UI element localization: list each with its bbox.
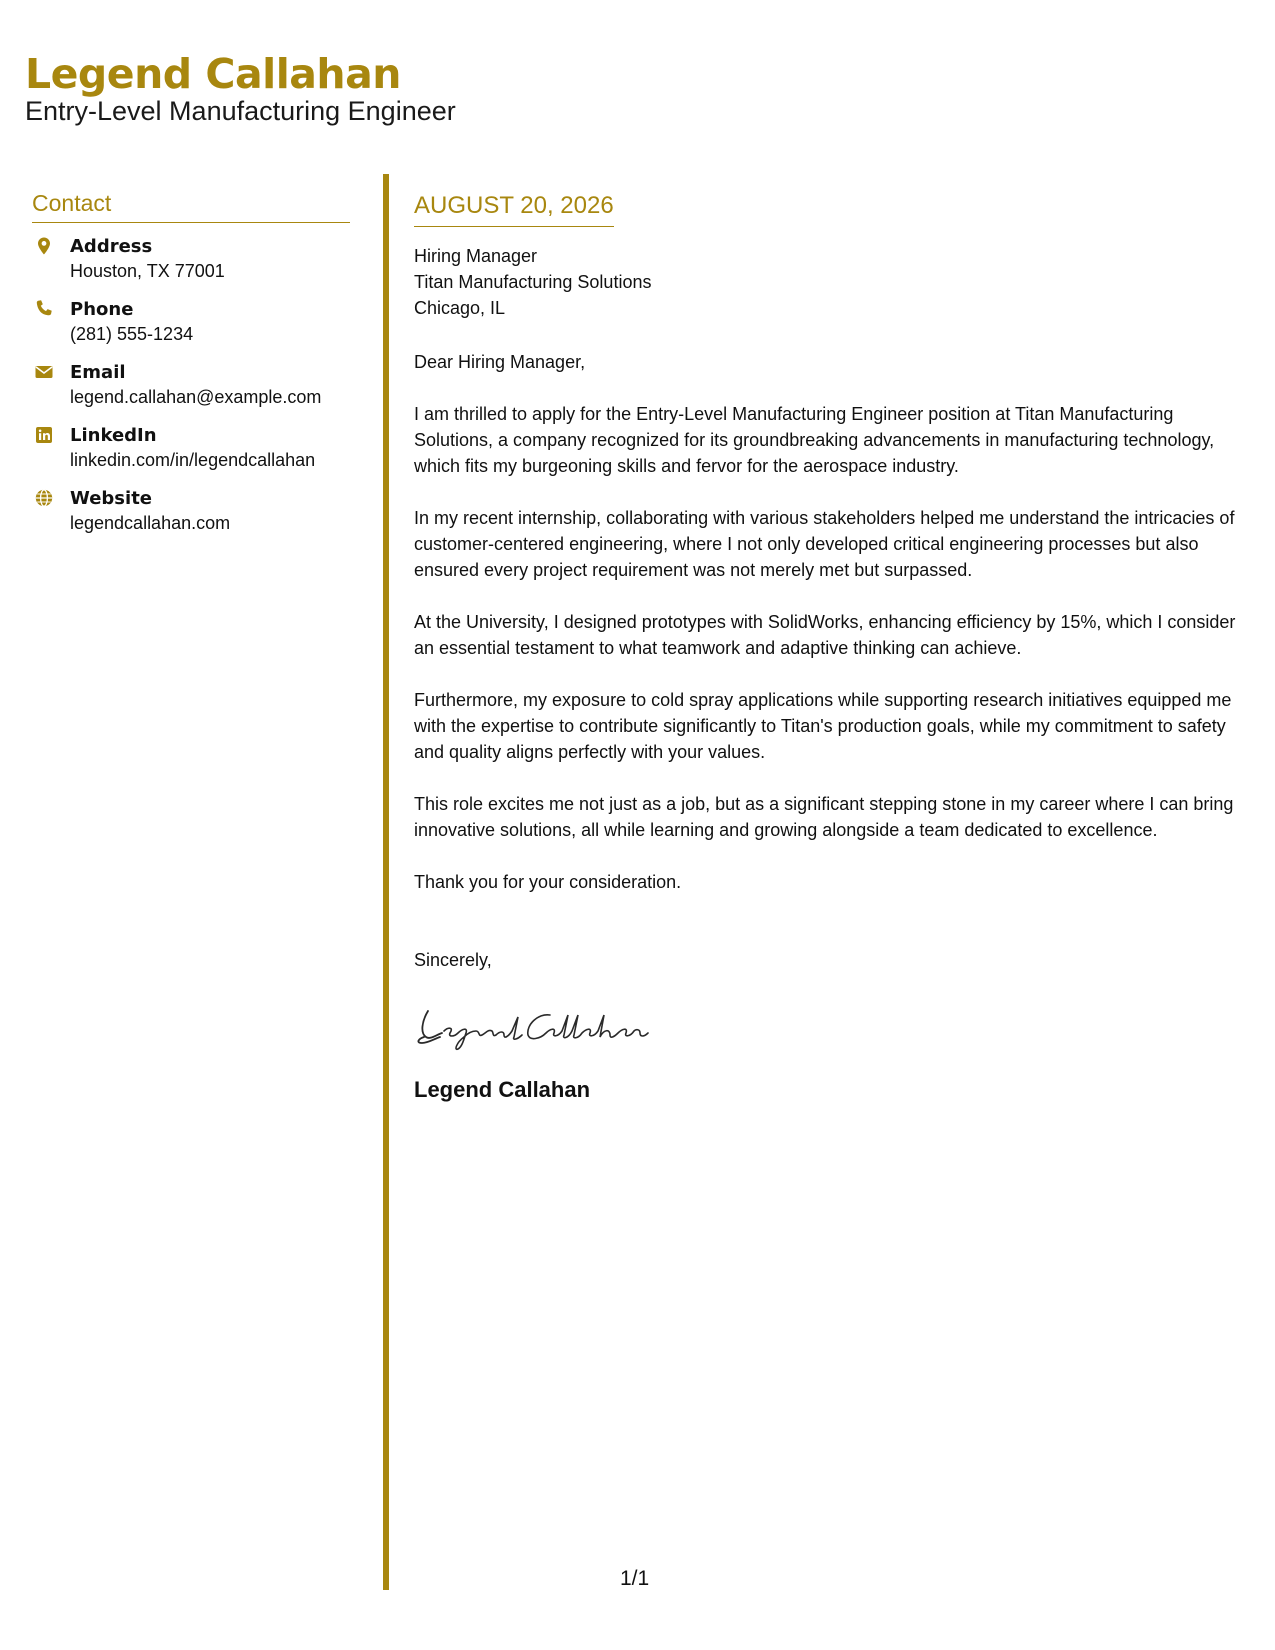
contact-label: Website xyxy=(70,488,153,509)
contact-value: Houston, TX 77001 xyxy=(70,261,225,281)
contact-list xyxy=(32,235,350,535)
salutation: Dear Hiring Manager, xyxy=(414,352,586,372)
closing-line: Sincerely, xyxy=(414,950,492,970)
contact-value: linkedin.com/in/legendcallahan xyxy=(70,450,316,470)
contact-item-website xyxy=(32,487,350,535)
body-paragraph: Furthermore, my exposure to cold spray applications while supporting research initiatives equipped me with the expertise to contribute significantly to Titan's production goals, while my commitment to safety and quality aligns perfectly with your values. xyxy=(414,690,1232,762)
applicant-name: Legend Callahan xyxy=(25,50,401,98)
handwritten-signature xyxy=(414,997,674,1057)
map-pin-icon xyxy=(34,236,54,256)
body-paragraph: At the University, I designed prototypes with SolidWorks, enhancing efficiency by 15%, which I consider an essential testament to what teamwork and adaptive thinking can achieve. xyxy=(414,612,1236,658)
signer-name: Legend Callahan xyxy=(414,1077,591,1102)
contact-label: Phone xyxy=(70,299,134,320)
recipient-line: Chicago, IL xyxy=(414,298,506,318)
body-paragraph: This role excites me not just as a job, but as a significant stepping stone in my career where I can bring innovative solutions, all while learning and growing alongside a team dedicated to excellence. xyxy=(414,794,1234,840)
contact-label: Address xyxy=(70,236,153,257)
envelope-icon xyxy=(34,362,54,382)
contact-section-title: Contact xyxy=(32,188,350,223)
contact-item-phone xyxy=(32,298,350,346)
thanks-line: Thank you for your consideration. xyxy=(414,872,682,892)
vertical-divider xyxy=(383,174,389,1590)
page-number: 1/1 xyxy=(620,1567,650,1590)
body-paragraph: I am thrilled to apply for the Entry-Level Manufacturing Engineer position at Titan Manufacturing Solutions, a company recognized for its groundbreaking advancements in manufacturing technology, which fits my burgeoning skills and fervor for the aerospace industry. xyxy=(414,404,1215,476)
contact-value: (281) 555-1234 xyxy=(70,324,194,344)
contact-item-linkedin xyxy=(32,424,350,472)
contact-value: legendcallahan.com xyxy=(70,513,231,533)
applicant-title: Entry-Level Manufacturing Engineer xyxy=(25,96,456,126)
recipient-line: Hiring Manager xyxy=(414,246,538,266)
globe-icon xyxy=(34,488,54,508)
contact-label: Email xyxy=(70,362,126,383)
contact-item-address xyxy=(32,235,350,283)
recipient-line: Titan Manufacturing Solutions xyxy=(414,272,652,292)
letter-header xyxy=(25,48,1225,128)
contact-item-email xyxy=(32,361,350,409)
contact-sidebar xyxy=(32,188,350,550)
body-paragraph: In my recent internship, collaborating with various stakeholders helped me understand the intricacies of customer-centered engineering, where I not only developed critical engineering processes but also ensured every project requirement was not merely met but surpassed. xyxy=(414,508,1235,580)
recipient-block xyxy=(414,243,1244,321)
contact-label: LinkedIn xyxy=(70,425,157,446)
phone-icon xyxy=(34,299,54,319)
letter-body xyxy=(414,190,1244,1105)
letter-date: AUGUST 20, 2026 xyxy=(414,190,614,227)
contact-value: legend.callahan@example.com xyxy=(70,387,322,407)
linkedin-icon xyxy=(34,425,54,445)
